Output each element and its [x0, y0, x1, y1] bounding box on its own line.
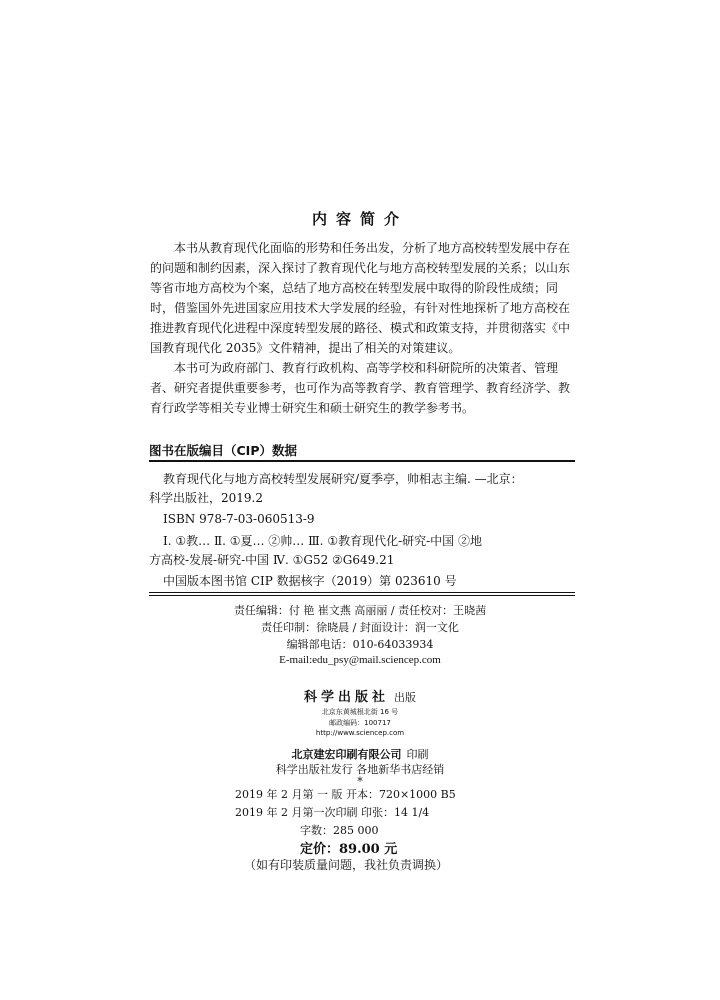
printer-name: 北京建宏印刷有限公司 — [291, 748, 402, 761]
publisher-address: 北京东黄城根北街 16 号 — [321, 708, 399, 716]
publisher-name: 科学出版社 — [303, 690, 389, 705]
publisher-postcode: 邮政编码：100717 — [329, 719, 391, 727]
cip-bottom-rule — [149, 595, 575, 596]
intro-paragraph: 本书从教育现代化面临的形势和任务出发，分析了地方高校转型发展中存在的问题和制约因素，深入探讨了教育现代化与地方高校转型发展的关系；以山东等省市地方高校为个案，总结了地方高校在转型发展中取得的阶段性成绩；同时，借鉴国外先进国家应用技术大学发展的经验，有针对性地探析了地方高校在推进教育现代化进程中深度转型发展的路径、模式和政策支持，并贯彻落实《中国教育现代化 2035》文件精神，提出了相关的对策建议。 — [150, 241, 571, 355]
cip-title-line: 科学出版社，2019.2 — [149, 491, 263, 505]
distribution-line: 科学出版社发行 各地新华书店经销 — [275, 763, 445, 776]
intro-paragraph: 本书可为政府部门、教育行政机构、高等学校和科研院所的决策者、管理者、研究者提供重要参考，也可作为高等教育学、教育管理学、教育经济学、教育行政学等相关专业博士研究生和硕士研究生的教学参考书。 — [150, 361, 571, 415]
responsible-printing: 责任印制：徐晓晨 / 封面设计：润一文化 — [261, 621, 459, 634]
intro-title: 内容简介 — [311, 210, 408, 228]
edition-line: 2019 年 2 月第 一 版 开本：720×1000 B5 — [235, 788, 456, 801]
printer-line — [0, 743, 720, 762]
word-count: 字数：285 000 — [300, 824, 379, 837]
price-line — [300, 838, 397, 857]
cip-isbn: ISBN 978-7-03-060513-9 — [163, 512, 315, 526]
cip-classification: Ⅰ. ①教… Ⅱ. ①夏… ②帅… Ⅲ. ①教育现代化-研究-中国 ②地 — [163, 534, 482, 548]
publisher-role: 出版 — [394, 691, 417, 704]
publisher-line — [0, 686, 720, 705]
price-value: 89.00 元 — [339, 842, 398, 857]
printing-line: 2019 年 2 月第一次印刷 印张：14 1/4 — [235, 806, 430, 819]
cip-check-number: 中国版本图书馆 CIP 数据核字（2019）第 023610 号 — [163, 574, 457, 588]
printer-role: 印刷 — [406, 748, 429, 761]
editorial-email: E-mail:edu_psy@mail.sciencep.com — [279, 654, 441, 666]
responsible-editors: 责任编辑：付 艳 崔文燕 高丽丽 / 责任校对：王晓茜 — [233, 604, 487, 617]
price-label: 定价： — [300, 842, 340, 857]
cip-top-rule — [149, 460, 575, 462]
cip-bottom-rule — [149, 592, 575, 593]
cip-title-line: 教育现代化与地方高校转型发展研究/夏季亭，帅相志主编. —北京： — [163, 472, 523, 486]
cip-heading: 图书在版编目（CIP）数据 — [149, 443, 297, 458]
quality-note: （如有印装质量问题，我社负责调换） — [244, 858, 449, 872]
separator-star: * — [357, 775, 363, 788]
editorial-phone: 编辑部电话：010-64033934 — [286, 638, 434, 651]
intro-body — [150, 238, 574, 418]
cip-classification: 方高校-发展-研究-中国 Ⅳ. ①G52 ②G649.21 — [149, 553, 395, 567]
publisher-website: http://www.sciencep.com — [315, 729, 405, 737]
